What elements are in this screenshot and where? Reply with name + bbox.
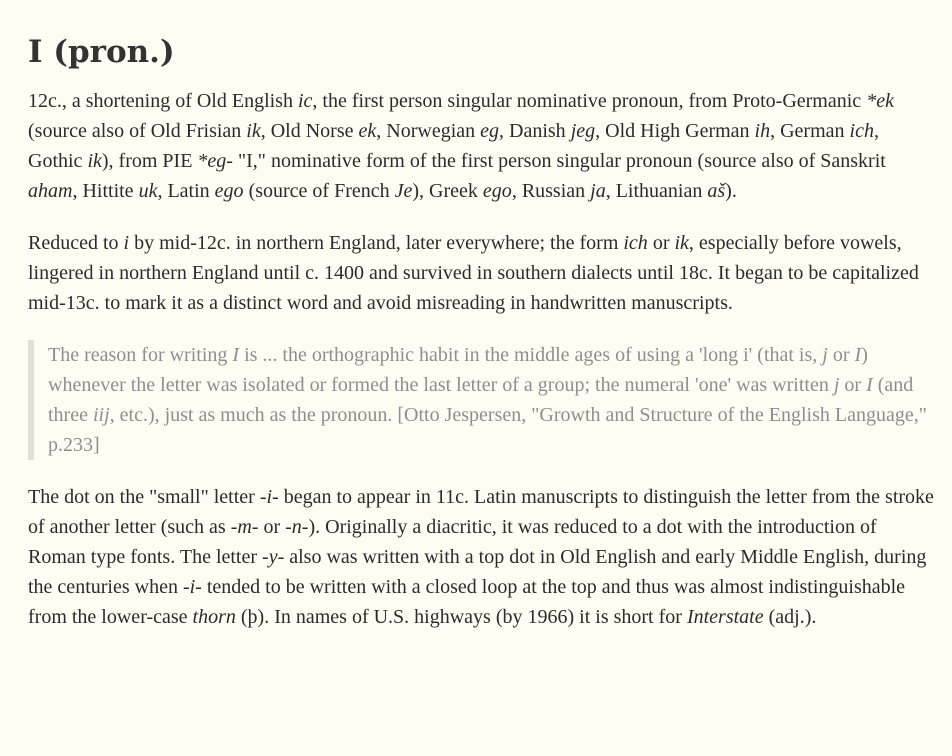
italic-term: ich	[623, 232, 648, 254]
italic-term: -n-	[285, 516, 309, 538]
italic-term: ik	[674, 232, 689, 254]
italic-term: j	[833, 374, 840, 396]
quote-text: The reason for writing I is ... the orthographic habit in the middle ages of using a 'long i' (that is, j or I) whenever the letter was isolated or formed the last letter of a group; the numeral 'one' was written j or I (and three iij, etc.), just as much as the pronoun. [Otto Jespersen, "Growth and Structure of the English Language," p.233]	[48, 344, 927, 456]
italic-term: ich	[849, 120, 874, 142]
italic-term: i	[123, 232, 130, 254]
italic-term: *ek	[866, 90, 894, 112]
italic-term: ih	[754, 120, 771, 142]
italic-term: -i-	[182, 576, 202, 598]
italic-term: iij	[92, 404, 110, 426]
paragraph-dot-history: The dot on the "small" letter -i- began to appear in 11c. Latin manuscripts to distinguish the letter from the stroke of another letter (such as -m- or -n-). Originally a diacritic, it was reduced to a dot with the introduction of Roman type fonts. The letter -y- also was written with a top dot in Old English and early Middle English, during the centuries when -i- tended to be written with a closed loop at the top and thus was almost indistinguishable from the lower-case thorn (þ). In names of U.S. highways (by 1966) it is short for Interstate (adj.).	[28, 486, 934, 628]
italic-term: Interstate	[686, 606, 764, 628]
italic-term: eg	[480, 120, 500, 142]
italic-term: aham	[28, 180, 73, 202]
italic-term: j	[822, 344, 828, 366]
paragraph-origin: 12c., a shortening of Old English ic, the first person singular nominative pronoun, from Proto-Germanic *ek (source also of Old Frisian ik, Old Norse ek, Norwegian eg, Danish jeg, Old High German ih, German ich, Gothic ik), from PIE *eg- "I," nominative form of the first person singular pronoun (source also of Sanskrit aham, Hittite uk, Latin ego (source of French Je), Greek ego, Russian ja, Lithuanian aš).	[28, 90, 894, 202]
italic-term: -y-	[262, 546, 285, 568]
italic-term: I	[854, 344, 862, 366]
italic-term: aš	[707, 180, 726, 202]
italic-term: ic	[297, 90, 313, 112]
entry-title: I (pron.)	[28, 34, 175, 70]
jespersen-quote	[28, 340, 936, 460]
italic-term: thorn	[192, 606, 236, 628]
italic-term: ek	[358, 120, 377, 142]
italic-term: -i-	[259, 486, 279, 508]
italic-term: uk	[138, 180, 158, 202]
italic-term: *eg-	[197, 150, 233, 172]
etymology-entry	[28, 30, 936, 654]
italic-term: ja	[590, 180, 606, 202]
italic-term: ik	[246, 120, 261, 142]
italic-term: ego	[482, 180, 512, 202]
italic-term: ego	[214, 180, 244, 202]
italic-term: jeg	[570, 120, 596, 142]
italic-term: Je	[394, 180, 413, 202]
italic-term: I	[232, 344, 240, 366]
paragraph-capitalization: Reduced to i by mid-12c. in northern England, later everywhere; the form ich or ik, especially before vowels, lingered in northern England until c. 1400 and survived in southern dialects until 18c. It began to be capitalized mid-13c. to mark it as a distinct word and avoid misreading in handwritten manuscripts.	[28, 232, 919, 314]
italic-term: I	[866, 374, 873, 396]
italic-term: -m-	[230, 516, 259, 538]
italic-term: ik	[87, 150, 102, 172]
